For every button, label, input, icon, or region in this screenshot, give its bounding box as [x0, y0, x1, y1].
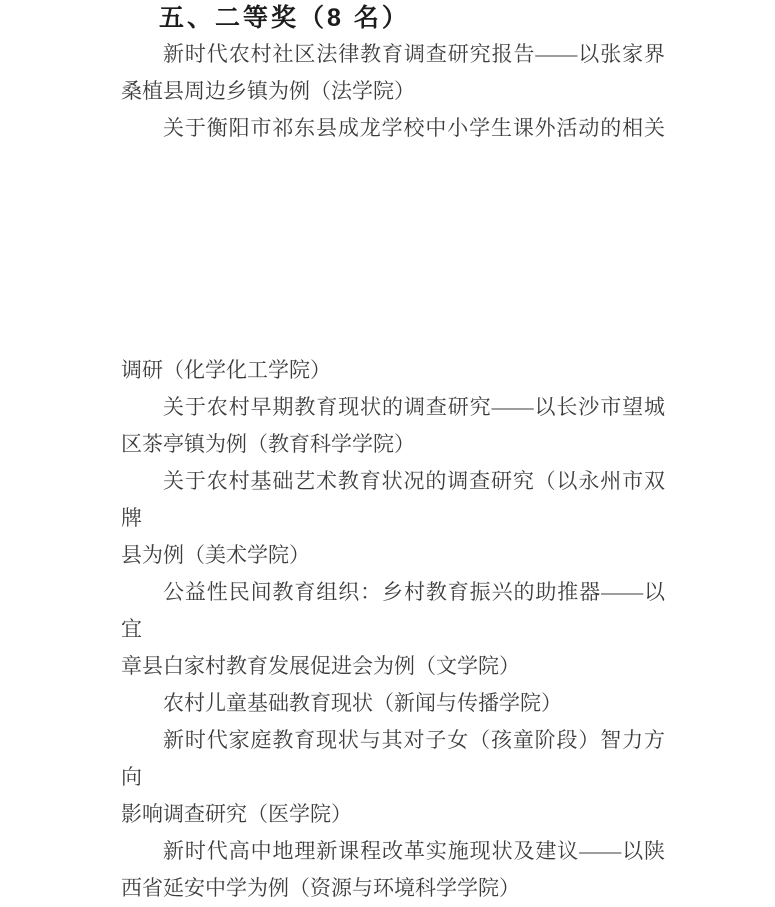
page-break-gap — [121, 147, 665, 352]
section-heading: 五、二等奖（8 名） — [159, 4, 410, 32]
document-line: 新时代农村社区法律教育调查研究报告——以张家界 — [163, 42, 665, 66]
document-line: 公益性民间教育组织：乡村教育振兴的助推器——以宜 — [121, 580, 665, 641]
document-line: 新时代高中地理新课程改革实施现状及建议——以陕 — [163, 839, 665, 863]
document-line: 区茶亭镇为例（教育科学学院） — [121, 432, 415, 456]
document-line: 农村儿童基础教育现状（新闻与传播学院） — [163, 691, 562, 715]
document-line: 关于衡阳市祁东县成龙学校中小学生课外活动的相关 — [163, 116, 665, 140]
document-line: 影响调查研究（医学院） — [121, 802, 352, 826]
document-line: 关于农村早期教育现状的调查研究——以长沙市望城 — [163, 395, 665, 419]
document-line: 县为例（美术学院） — [121, 543, 310, 567]
document-line: 新时代家庭教育现状与其对子女（孩童阶段）智力方向 — [121, 728, 665, 789]
document-line: 关于农村基础艺术教育状况的调查研究（以永州市双牌 — [121, 469, 665, 530]
document-line: 调研（化学化工学院） — [121, 358, 331, 382]
document-line: 章县白家村教育发展促进会为例（文学院） — [121, 654, 520, 678]
document-line: 西省延安中学为例（资源与环境科学学院） — [121, 876, 520, 900]
document-line: 桑植县周边乡镇为例（法学院） — [121, 79, 415, 103]
